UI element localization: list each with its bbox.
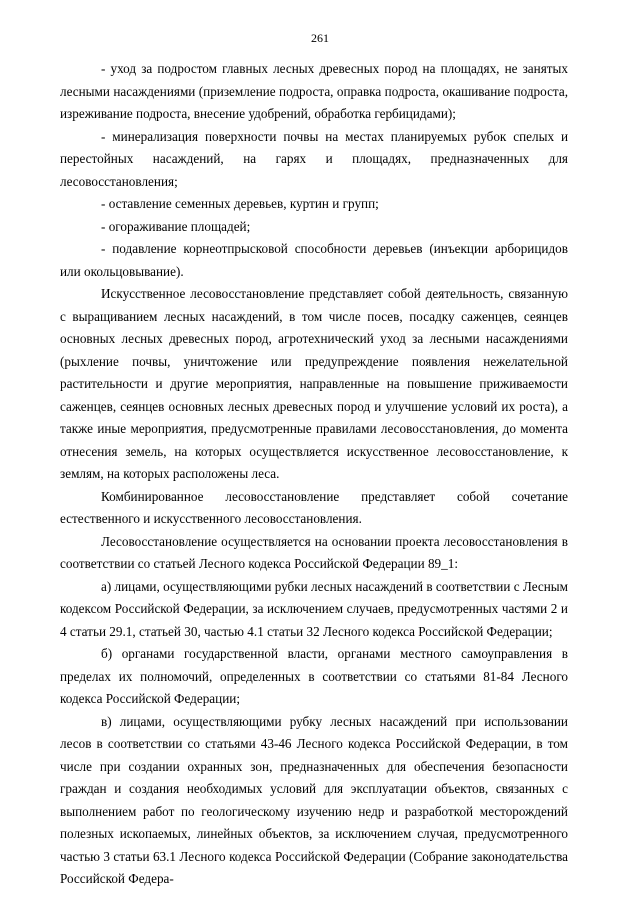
paragraph-item-a: а) лицами, осуществляющими рубки лесных насаждений в соответствии с Лесным кодексом Российской Федерации, за исключением случаев, предусмотренных частями 2 и 4 статьи 29.1, статьей 30, частью 4.1 статьи 32 Лесного кодекса Российской Федерации;: [60, 578, 568, 639]
paragraph-reforestation-basis: Лесовосстановление осуществляется на основании проекта лесовосстановления в соответствии со статьей Лесного кодекса Российской Федерации 89_1:: [60, 533, 568, 571]
paragraph-combined-reforestation: Комбинированное лесовосстановление представляет собой сочетание естественного и искусственного лесовосстановления.: [60, 488, 568, 526]
paragraph-root-suppression: - подавление корнеотпрысковой способности деревьев (инъекции арборицидов или окольцовывание).: [60, 241, 568, 279]
paragraph-undergrowth-care: - уход за подростом главных лесных древесных пород на площадях, не занятых лесными насаждениями (приземление подроста, оправка подроста, окашивание подроста, изреживание подроста, внесение удобрений, обработка гербицидами);: [60, 61, 568, 121]
paragraph-fencing: - огораживание площадей;: [101, 218, 251, 234]
page-number: 261: [311, 31, 329, 45]
paragraph-seed-trees: - оставление семенных деревьев, куртин и групп;: [101, 196, 379, 211]
paragraph-item-c: в) лицами, осуществляющими рубку лесных насаждений при использовании лесов в соответствии со статьями 43-46 Лесного кодекса Российской Федерации, в том числе при создании охранных зон, предназначенных для обеспечения безопасности граждан и создания необходимых условий для эксплуатации объектов, связанных с выполнением работ по геологическому изучению недр и разработкой месторождений полезных ископаемых, линейных объектов, за исключением случая, предусмотренного частью 3 статьи 63.1 Лесного кодекса Российской Федерации (Собрание законодательства Российской Федера-: [60, 713, 568, 886]
document-body: [60, 58, 568, 891]
paragraph-soil-mineralization: - минерализация поверхности почвы на местах планируемых рубок спелых и перестойных насаждений, на гарях и площадях, предназначенных для лесовосстановления;: [60, 128, 568, 189]
paragraph-item-b: б) органами государственной власти, органами местного самоуправления в пределах их полномочий, определенных в соответствии со статьями 81-84 Лесного кодекса Российской Федерации;: [60, 646, 568, 706]
paragraph-artificial-reforestation: Искусственное лесовосстановление представляет собой деятельность, связанную с выращиванием лесных насаждений, в том числе посев, посадку саженцев, сеянцев основных лесных древесных пород, агротехнический уход за лесными насаждениями (рыхление почвы, уничтожение или предупреждение появления нежелательной растительности и другие мероприятия, направленные на повышение приживаемости саженцев, сеянцев основных лесных древесных пород и улучшение условий их роста), а также иные мероприятия, предусмотренные правилами лесовосстановления, до момента отнесения земель, на которых осуществляется искусственное лесовосстановление, к землям, на которых расположены леса.: [60, 286, 568, 481]
